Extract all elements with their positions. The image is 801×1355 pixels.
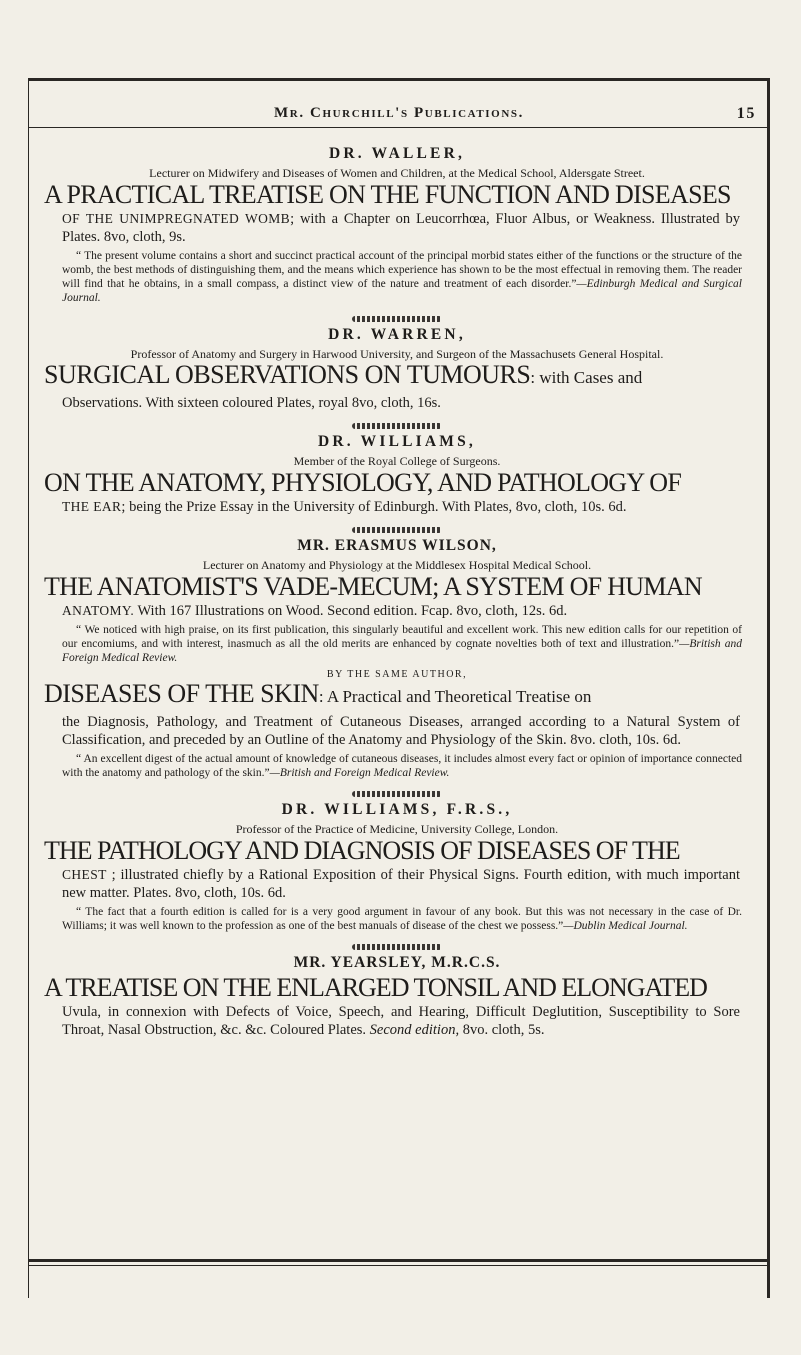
book-title-line [44,680,750,713]
review-quote [44,623,750,665]
book-description [44,498,750,516]
quote-text: “ An excellent digest of the actual amount of knowledge of cutaneous diseases, it includes almost every fact or opinion of importance connected with the anatomy and pathology of the skin.” [62,753,742,779]
book-description [44,210,750,246]
quote-text: “ We noticed with high praise, on its first publication, this singularly beautiful and excellent work. This new edition calls for our repetition of our encomiums, and with interest, inasmuch as all the old merits are enhanced by cognate novelties both of text and illustration.” [62,624,742,650]
title-continuation: OF THE UNIMPREGNATED WOMB [62,211,291,226]
author-name: DR. WILLIAMS, [317,433,477,450]
review-quote [44,905,750,933]
entry-warren [44,325,750,412]
separator-ornament [44,520,750,530]
description-text: ; with a Chapter on Leucorrhœa, Fluor Albus, or Weakness. Illustrated by Plates. 8vo, cloth, 9s. [62,211,741,245]
entry-williams-chest [44,800,750,933]
separator-ornament [44,937,750,947]
quote-source: —British and Foreign Medical Review. [269,767,450,779]
title-continuation: CHEST [62,867,107,882]
book-title-line [44,361,750,394]
quote-text: “ The fact that a fourth edition is called for is a very good argument in favour of any book. But this was not necessary in the case of Dr. Williams; it was well known to the profession as one of the best manuals of disease of the chest we possess.” [62,906,742,932]
description-text: Uvula, in connexion with Defects of Voice, Speech, and Hearing, Difficult Deglutition, Susceptibility to Sore Throat, Nasal Obstruction, &c. &c. Coloured Plates. [62,1004,740,1038]
title-continuation: THE EAR [62,499,122,514]
entry-williams-ear [44,432,750,516]
book-description: the Diagnosis, Pathology, and Treatment of Cutaneous Diseases, arranged according to a Natural System of Classification, and preceded by an Outline of the Anatomy and Physiology of the Skin. 8vo. cloth, 10s. 6d. [62,714,740,748]
description-text: ; illustrated chiefly by a Rational Exposition of their Physical Signs. Fourth edition, with much important new matter. Plates. 8vo, cloth, 10s. 6d. [62,867,740,901]
quote-text: “ The present volume contains a short and succinct practical account of the principal morbid states either of the functions or the structure of the womb, the best methods of distinguishing them, and the means which experience has shown to be the most effectual in removing them. The reader will find that he obtains, in a small compass, a distinct view of the nature and treatment of each disorder.” [62,250,742,290]
header-rule [28,127,770,128]
author-affiliation: Professor of the Practice of Medicine, University College, London. [235,822,559,836]
separator-ornament [44,309,750,319]
title-continuation: : with Cases and [530,368,643,387]
author-name: MR. ERASMUS WILSON, [297,537,497,554]
publication-list [44,138,750,1039]
book-title: A TREATISE ON THE ENLARGED TONSIL AND ELONGATED [44,973,707,1002]
author-name: DR. WALLER, [328,145,466,162]
quote-source: —Dublin Medical Journal. [563,920,688,932]
edition-note: Second edition, [366,1022,460,1038]
separator-ornament [44,784,750,794]
title-continuation: ANATOMY. [62,603,135,618]
description-text: ; being the Prize Essay in the University of Edinburgh. With Plates, 8vo, cloth, 10s. 6d. [121,499,627,515]
page [28,78,770,1298]
top-rule [28,78,770,81]
author-affiliation: Professor of Anatomy and Surgery in Harwood University, and Surgeon of the Massachusets General Hospital. [130,347,664,361]
book-description [44,602,750,620]
author-name: DR. WARREN, [328,326,466,343]
author-name: DR. WILLIAMS, F.R.S., [281,801,513,818]
quote-source: —British and Foreign Medical Review. [62,638,742,664]
review-quote [44,249,750,305]
separator-ornament [44,416,750,426]
book-description: Observations. With sixteen coloured Plates, royal 8vo, cloth, 16s. [62,395,441,411]
author-name: MR. YEARSLEY, M.R.C.S. [293,954,501,971]
running-head-title: Mr. Churchill's Publications. [274,105,524,121]
price-text: 8vo. cloth, 5s. [459,1022,545,1038]
entry-waller [44,144,750,305]
book-description [44,1003,750,1039]
by-same-author: BY THE SAME AUTHOR, [326,669,468,680]
author-affiliation: Lecturer on Midwifery and Diseases of Women and Children, at the Medical School, Aldersgate Street. [149,166,645,180]
description-text: With 167 Illustrations on Wood. Second edition. Fcap. 8vo, cloth, 12s. 6d. [134,603,568,619]
entry-yearsley [44,953,750,1039]
entry-wilson-skin [44,669,750,780]
author-affiliation: Lecturer on Anatomy and Physiology at the Middlesex Hospital Medical School. [202,558,592,572]
running-head [28,105,770,127]
entry-wilson-anatomy [44,536,750,665]
bottom-rule [28,1259,770,1262]
bottom-rule-thin [28,1265,770,1266]
book-title: A PRACTICAL TREATISE ON THE FUNCTION AND DISEASES [44,180,731,209]
book-title: SURGICAL OBSERVATIONS ON TUMOURS [44,360,531,389]
book-title: ON THE ANATOMY, PHYSIOLOGY, AND PATHOLOGY OF [44,468,682,497]
page-number: 15 [736,105,756,122]
review-quote [44,752,750,780]
book-title: THE PATHOLOGY AND DIAGNOSIS OF DISEASES OF THE [44,836,680,865]
author-affiliation: Member of the Royal College of Surgeons. [293,454,501,468]
book-title: THE ANATOMIST'S VADE-MECUM; A SYSTEM OF HUMAN [44,572,702,601]
title-continuation: : A Practical and Theoretical Treatise on [318,687,592,706]
book-description [44,866,750,902]
quote-source: —Edinburgh Medical and Surgical Journal. [62,278,742,304]
book-title: DISEASES OF THE SKIN [44,679,319,708]
